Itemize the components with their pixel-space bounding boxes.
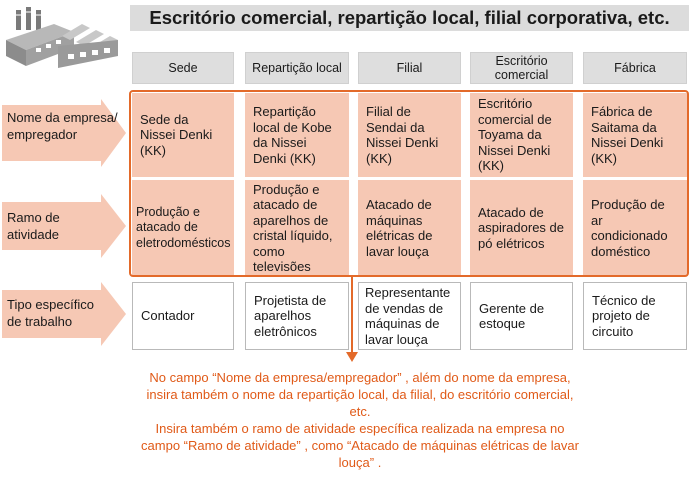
row-label-nome-empresa: Nome da empresa/ empregador <box>7 110 118 142</box>
page-title: Escritório comercial, repartição local, filial corporativa, etc. <box>149 7 670 28</box>
factory-building-icon <box>2 2 124 72</box>
row-label-arrow <box>2 282 127 346</box>
cell-nome-escritorio: Escritório comercial de Toyama da Nissei Denki (KK) <box>470 93 573 177</box>
column-header-escritorio-comercial: Escritório comercial <box>470 52 573 84</box>
column-header-filial: Filial <box>358 52 461 84</box>
row-label-arrow <box>2 194 127 258</box>
highlight-box <box>129 90 689 277</box>
note-line-2: Insira também o ramo de atividade específica realizada na empresa no campo “Ramo de atividade” , como “Atacado de máquinas elétricas de lavar louça” . <box>141 421 579 470</box>
cell-tipo-reparticao: Projetista de aparelhos eletrônicos <box>245 282 349 350</box>
row-label-tipo-trabalho: Tipo específico de trabalho <box>7 297 94 329</box>
cell-nome-filial: Filial de Sendai da Nissei Denki (KK) <box>358 93 461 177</box>
row-label-ramo-atividade: Ramo de atividade <box>7 210 60 242</box>
cell-ramo-sede: Produção e atacado de eletrodomésticos <box>132 180 234 276</box>
column-header-fabrica: Fábrica <box>583 52 687 84</box>
cell-ramo-filial: Atacado de máquinas elétricas de lavar louça <box>358 180 461 276</box>
cell-tipo-sede: Contador <box>132 282 234 350</box>
cell-nome-sede: Sede da Nissei Denki (KK) <box>132 93 234 177</box>
cell-tipo-filial: Representante de vendas de máquinas de lavar louça <box>358 282 461 350</box>
cell-ramo-escritorio: Atacado de aspiradores de pó elétricos <box>470 180 573 276</box>
cell-nome-reparticao: Repartição local de Kobe da Nissei Denki (KK) <box>245 93 349 177</box>
instruction-note <box>140 369 580 471</box>
row-label-arrow <box>2 99 127 167</box>
column-header-sede: Sede <box>132 52 234 84</box>
cell-tipo-fabrica: Técnico de projeto de circuito <box>583 282 687 350</box>
column-header-reparticao-local: Repartição local <box>245 52 349 84</box>
cell-tipo-escritorio: Gerente de estoque <box>470 282 573 350</box>
cell-nome-fabrica: Fábrica de Saitama da Nissei Denki (KK) <box>583 93 687 177</box>
pointer-line <box>351 277 353 353</box>
cell-ramo-reparticao: Produção e atacado de aparelhos de cristal líquido, como televisões <box>245 180 349 276</box>
note-line-1: No campo “Nome da empresa/empregador” , além do nome da empresa, insira também o nome da repartição local, da filial, do escritório comercial, etc. <box>146 370 574 419</box>
cell-ramo-fabrica: Produção de ar condicionado doméstico <box>583 180 687 276</box>
title-bar <box>130 5 689 31</box>
arrow-down-icon <box>346 352 358 362</box>
